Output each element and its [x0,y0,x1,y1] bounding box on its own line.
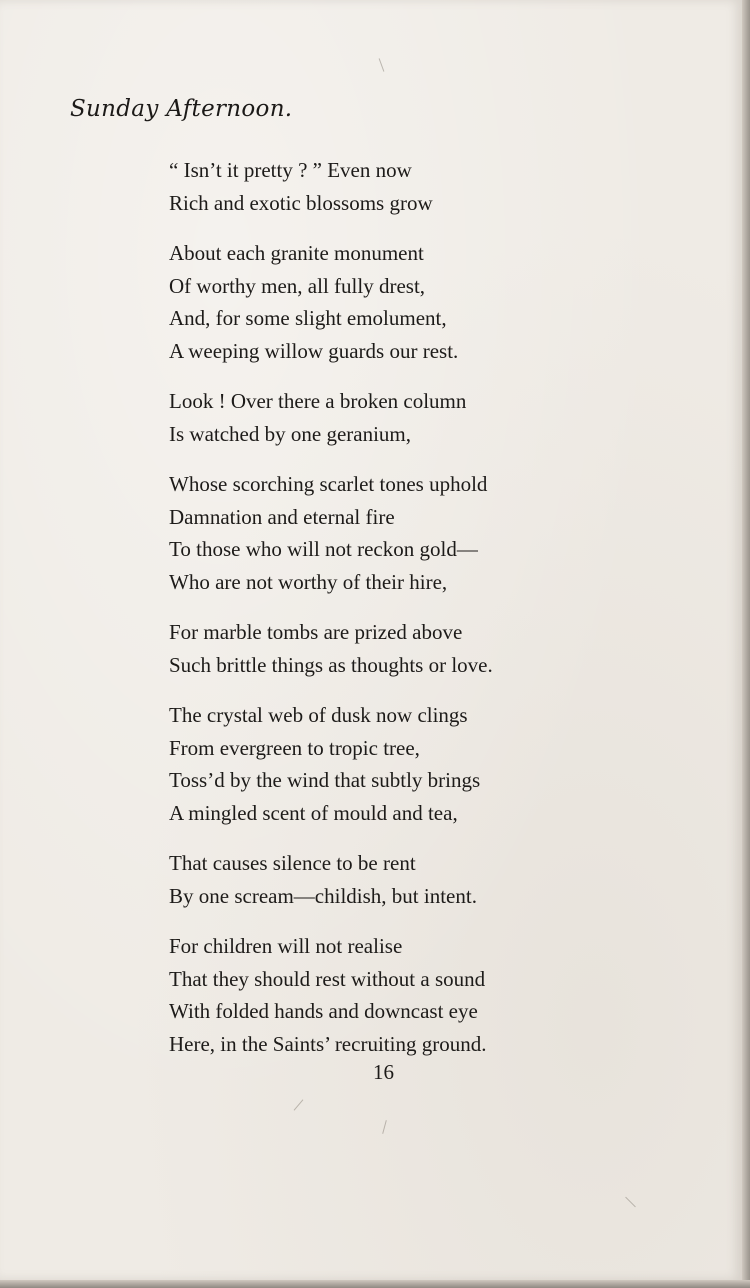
poem-line: With folded hands and downcast eye [169,999,478,1023]
stanza [169,699,609,829]
paper-fleck [625,1197,636,1208]
poem-line: Such brittle things as thoughts or love. [169,652,493,677]
poem-line: Of worthy men, all fully drest, [169,273,426,298]
page-number: 16 [373,1060,394,1084]
paper-fleck [294,1099,304,1110]
stanza [169,385,609,450]
stanza [169,930,609,1060]
poem-title: Sunday Afternoon. [70,96,293,122]
page-edge-bottom [0,1280,750,1288]
poem-line: Look ! Over there a broken column [169,389,467,413]
poem-line: Who are not worthy of their hire, [169,569,448,594]
poem-line: About each granite monument [169,241,424,265]
stanza [169,154,609,219]
poem-line: Damnation and eternal fire [169,504,395,529]
poem-line: Here, in the Saints’ recruiting ground. [169,1031,487,1056]
paper-fleck [382,1120,387,1134]
poem-line: That they should rest without a sound [169,966,486,991]
stanza [169,468,609,598]
poem-line: A weeping willow guards our rest. [169,338,459,363]
poem-line: Rich and exotic blossoms grow [169,190,433,215]
paper-fleck [379,58,385,71]
poem-line: For marble tombs are prized above [169,620,463,644]
poem-line: Toss’d by the wind that subtly brings [169,768,481,792]
stanza [169,847,609,912]
poem-line: By one scream—childish, but intent. [169,883,477,908]
poem-body [169,154,609,1078]
poem-line: To those who will not reckon gold— [169,537,478,561]
page-edge-right [742,0,750,1288]
stanza [169,237,609,367]
poem-line: A mingled scent of mould and tea, [169,800,458,825]
poem-line: And, for some slight emolument, [169,306,447,330]
poem-line: “ Isn’t it pretty ? ” Even now [169,158,412,182]
stanza [169,616,609,681]
poem-line: Is watched by one geranium, [169,421,412,446]
poem-line: For children will not realise [169,934,403,958]
poem-line: Whose scorching scarlet tones uphold [169,472,488,496]
poem-line: From evergreen to tropic tree, [169,735,420,760]
poem-line: The crystal web of dusk now clings [169,703,468,727]
poem-line: That causes silence to be rent [169,851,416,875]
